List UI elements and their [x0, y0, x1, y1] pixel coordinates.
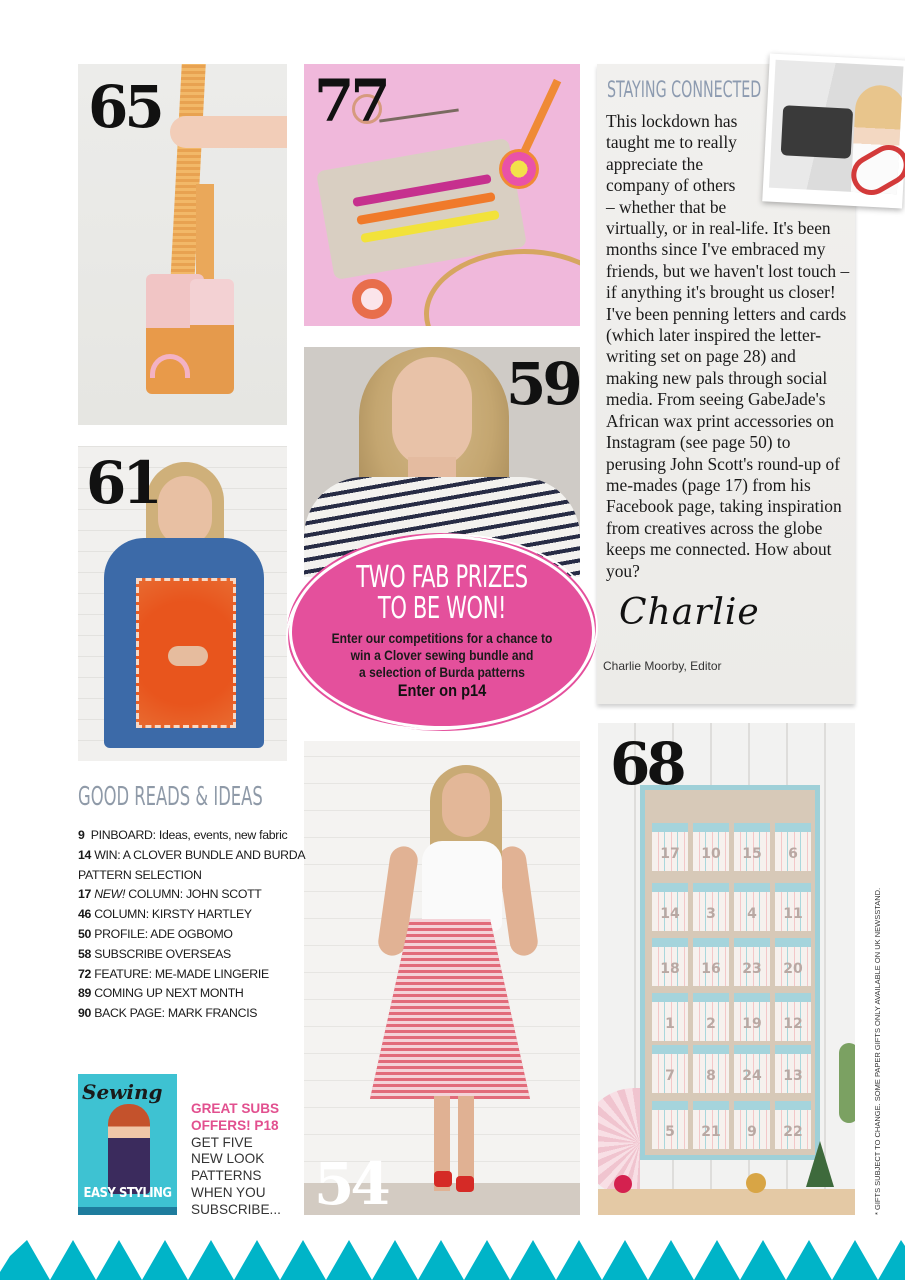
calendar-pocket: 13 — [775, 1045, 811, 1093]
red-sandal — [434, 1171, 452, 1187]
calendar-pocket: 5 — [652, 1101, 688, 1149]
calendar-pocket: 3 — [693, 883, 729, 931]
calendar-pocket: 11 — [775, 883, 811, 931]
calendar-pocket: 2 — [693, 993, 729, 1041]
item-page: 17 — [78, 887, 92, 902]
cover-footer — [78, 1207, 177, 1215]
calendar-pocket: 19 — [734, 993, 770, 1041]
item-new-badge: NEW! — [94, 887, 126, 902]
competition-badge[interactable] — [292, 538, 592, 726]
calendar-pocket: 15 — [734, 823, 770, 871]
calendar-pocket: 16 — [693, 938, 729, 986]
competition-body-line-3: a selection of Burda patterns — [359, 664, 525, 680]
plant — [839, 1043, 855, 1123]
item-page: 9 — [78, 828, 85, 842]
item-text: COMING UP NEXT MONTH — [94, 986, 244, 1001]
letter-line: This lockdown has — [606, 111, 738, 131]
subs-offer[interactable] — [191, 1101, 301, 1219]
sewing-machine — [781, 105, 854, 159]
list-item[interactable] — [78, 925, 308, 945]
red-sandal-2 — [456, 1176, 474, 1192]
item-page: 50 — [78, 926, 92, 941]
item-page: 46 — [78, 907, 92, 922]
competition-body-line-1: Enter our competitions for a chance to — [331, 630, 553, 646]
page-number-65: 65 — [88, 73, 161, 141]
item-page: 58 — [78, 946, 92, 961]
bauble — [614, 1175, 632, 1193]
photo-page-61[interactable] — [78, 446, 287, 761]
list-item[interactable] — [78, 885, 308, 905]
hand — [170, 116, 287, 148]
calendar-pocket: 7 — [652, 1045, 688, 1093]
item-text: COLUMN: KIRSTY HARTLEY — [94, 907, 252, 922]
calendar-pocket: 18 — [652, 938, 688, 986]
subs-body-line: NEW LOOK — [191, 1151, 265, 1167]
calendar-pocket: 23 — [734, 938, 770, 986]
bauble — [746, 1173, 766, 1193]
calendar-pocket: 24 — [734, 1045, 770, 1093]
item-text: FEATURE: ME-MADE LINGERIE — [94, 966, 269, 981]
calendar-pocket: 9 — [734, 1101, 770, 1149]
competition-body-line-2: win a Clover sewing bundle and — [350, 647, 534, 663]
item-text: BACK PAGE: MARK FRANCIS — [94, 1006, 258, 1021]
letter-line: – whether that be — [606, 196, 727, 217]
page-number-54: 54 — [314, 1150, 387, 1215]
item-page: 14 — [78, 847, 92, 862]
calendar-pocket: 20 — [775, 938, 811, 986]
calendar-pocket: 12 — [775, 993, 811, 1041]
letter-line: taught me to really — [606, 132, 737, 153]
competition-headline-1: TWO FAB PRIZES — [356, 560, 528, 595]
good-reads-title: GOOD READS & IDEAS — [78, 782, 263, 812]
item-text: PROFILE: ADE OGBOMO — [94, 926, 233, 941]
photo-page-77[interactable] — [304, 64, 580, 326]
page-number-61: 61 — [86, 449, 159, 517]
competition-headline-2: TO BE WON! — [377, 591, 507, 626]
christmas-tree-icon — [806, 1141, 834, 1187]
thread-skeins — [499, 149, 539, 189]
shelf — [598, 1189, 855, 1215]
subs-headline-1: GREAT SUBS — [191, 1101, 280, 1116]
list-item[interactable] — [78, 965, 308, 985]
magazine-cover-thumbnail[interactable] — [78, 1074, 177, 1215]
list-item[interactable] — [78, 1004, 308, 1024]
item-page: 90 — [78, 1006, 92, 1021]
item-text: PINBOARD: Ideas, events, new fabric — [90, 828, 288, 842]
calendar-pocket: 14 — [652, 883, 688, 931]
face — [442, 773, 490, 837]
face — [392, 357, 472, 467]
list-item[interactable] — [78, 984, 308, 1004]
cover-model — [108, 1104, 150, 1194]
embroidery-hoop — [424, 249, 580, 326]
item-text: WIN: A CLOVER BUNDLE AND BURDA PATTERN SELECTION — [78, 847, 305, 882]
competition-cta[interactable]: Enter on p14 — [397, 681, 487, 700]
photo-page-65[interactable] — [78, 64, 287, 425]
letter-paragraph: virtually, or in real-life. It's been months since I've embraced my friends, but we haven't lost touch – if anything it's brought us closer! I've been penning letters and cards (which later inspired the letter-writing set on page 28) and making new pals through social media. From seeing GabeJade's African wax print accessories on Instagram (see page 50) to perusing John Scott's round-up of me-mades (page 17) from his Facebook page, taking inspiration from creatives across the globe keeps me connected. How about you? — [606, 218, 850, 581]
page-number-68: 68 — [610, 730, 683, 798]
page-number-59: 59 — [506, 350, 579, 418]
hands — [168, 646, 208, 666]
calendar-pocket: 21 — [693, 1101, 729, 1149]
photo-page-68[interactable] — [598, 723, 855, 1215]
item-text: SUBSCRIBE OVERSEAS — [94, 946, 231, 961]
letter-line: appreciate the — [606, 153, 704, 174]
list-item[interactable] — [78, 945, 308, 965]
calendar-pocket: 17 — [652, 823, 688, 871]
subs-body-line: PATTERNS — [191, 1168, 262, 1184]
bottle-bag-2 — [190, 279, 234, 394]
list-item[interactable] — [78, 905, 308, 925]
subs-body-line: WHEN YOU — [191, 1184, 266, 1200]
list-item[interactable] — [78, 846, 308, 886]
cover-strapline: EASY STYLING — [83, 1186, 172, 1201]
subs-body-line: GET FIVE — [191, 1134, 253, 1150]
editor-signature: Charlie — [619, 592, 760, 633]
editor-eyebrow: STAYING CONNECTED — [607, 78, 762, 103]
calendar-pocket: 4 — [734, 883, 770, 931]
item-text: COLUMN: JOHN SCOTT — [128, 887, 262, 902]
good-reads-list — [78, 826, 308, 1024]
editor-byline: Charlie Moorby, Editor — [603, 659, 722, 673]
calendar-pocket: 8 — [693, 1045, 729, 1093]
scissor-blade — [379, 108, 459, 122]
page-number-77: 77 — [314, 67, 387, 135]
photo-page-54[interactable] — [304, 741, 580, 1215]
subs-headline-2: OFFERS! P18 — [191, 1117, 279, 1133]
calendar-pocket: 1 — [652, 993, 688, 1041]
face — [158, 476, 212, 546]
subs-body-line: SUBSCRIBE... — [191, 1201, 281, 1217]
arm-right — [496, 845, 539, 958]
zigzag-border — [0, 1236, 905, 1280]
gifts-disclaimer: * GIFTS SUBJECT TO CHANGE. SOME PAPER GIFTS ONLY AVAILABLE ON UK NEWSSTAND. — [873, 887, 882, 1215]
competition-body — [313, 630, 571, 681]
calendar-pocket: 6 — [775, 823, 811, 871]
white-vest — [422, 841, 502, 931]
calendar-pocket: 10 — [693, 823, 729, 871]
item-page: 72 — [78, 966, 92, 981]
item-page: 89 — [78, 986, 92, 1001]
washi-tape — [352, 279, 392, 319]
list-item[interactable] — [78, 826, 308, 846]
letter-line: company of others — [606, 175, 736, 196]
calendar-pocket: 22 — [775, 1101, 811, 1149]
cover-masthead: Sewing — [82, 1080, 163, 1104]
